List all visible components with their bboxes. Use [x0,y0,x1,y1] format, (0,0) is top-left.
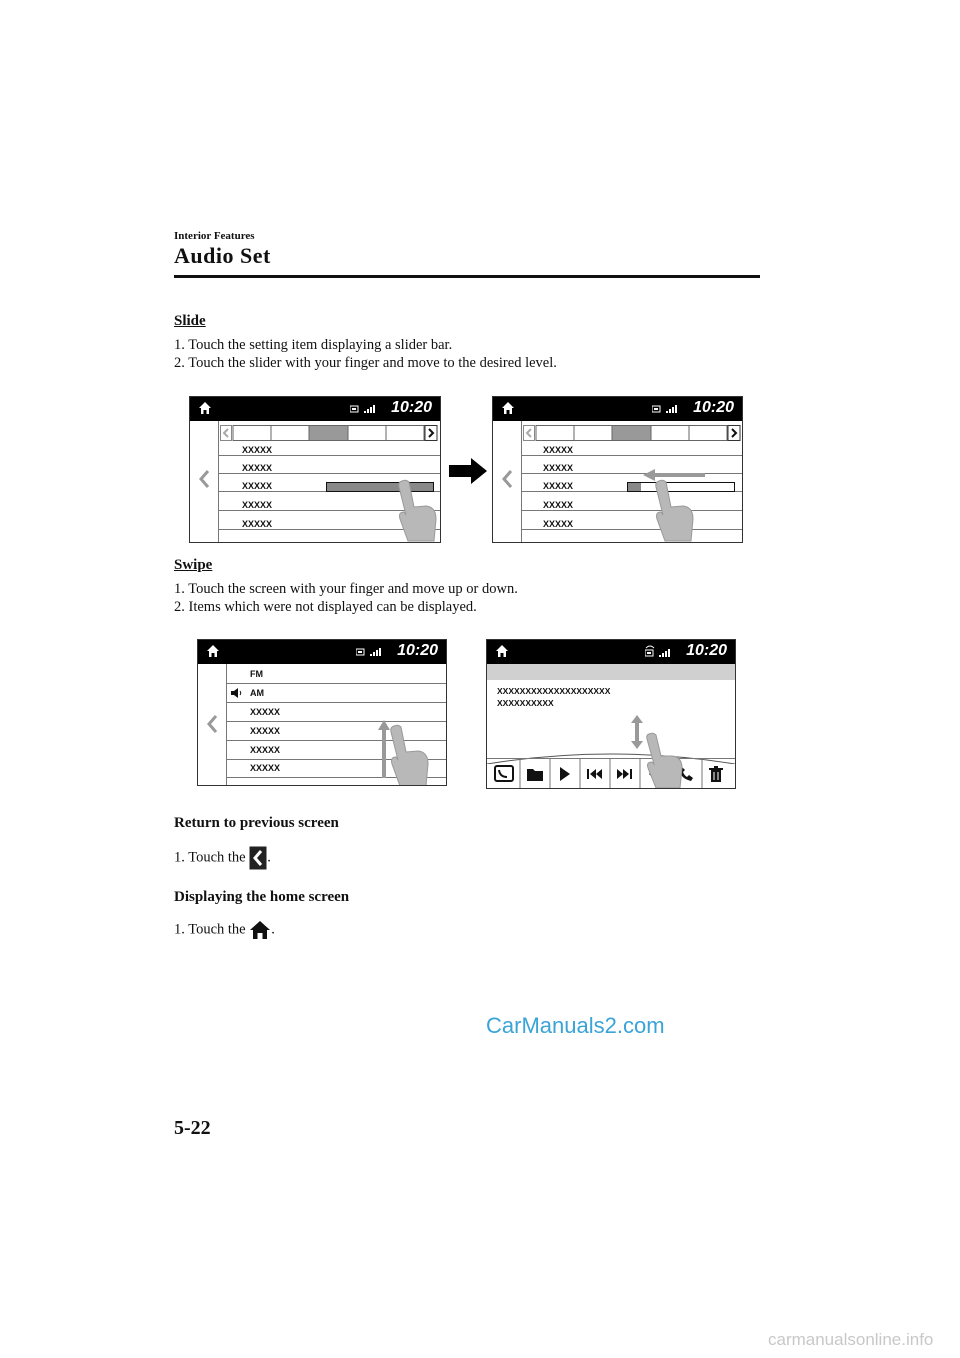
swipe-heading: Swipe [174,557,213,573]
back-chevron-icon [249,846,267,870]
watermark: CarManuals2.com [486,1013,665,1038]
signal-icon [350,404,382,414]
arrow-right-icon [449,458,487,484]
section-label: Interior Features [174,230,255,242]
home-icon [249,920,271,940]
slide-screen-before [189,396,441,543]
list-item[interactable]: XXXXX [543,500,574,510]
return-step-prefix: 1. Touch the [174,849,246,866]
status-bar [493,397,742,421]
status-bar [198,640,446,664]
list-item[interactable]: XXXXX [543,463,574,473]
title-rule [174,275,760,278]
home-icon [206,644,220,658]
back-column[interactable] [493,421,522,542]
home-icon [198,401,212,415]
list-item[interactable]: XXXXX [242,463,273,473]
list-item[interactable]: XXXXX [242,519,273,529]
finger-icon [645,732,685,788]
back-chevron-icon[interactable] [206,714,218,734]
back-chevron-icon[interactable] [198,469,210,489]
return-heading: Return to previous screen [174,815,339,831]
list-item[interactable]: XXXXX [250,763,281,773]
previous-icon[interactable] [587,769,602,779]
page-title: Audio Set [174,243,271,268]
list-item-fm[interactable]: FM [250,669,263,679]
back-chevron-icon[interactable] [501,469,513,489]
wifi-signal-icon [645,644,677,658]
call-message-icon[interactable] [495,766,513,781]
list-item[interactable]: XXXXX [242,500,273,510]
finger-icon [653,479,697,542]
swipe-step-2: 2. Items which were not displayed can be displayed. [174,599,477,615]
tab-bar [220,425,438,441]
finger-icon [388,724,432,786]
message-toolbar [487,758,735,789]
watermark-bottom: carmanualsonline.info [768,1330,934,1349]
tab-bar-graphic [220,425,438,441]
list-item[interactable]: XXXXX [242,445,273,455]
status-bar [190,397,440,421]
return-step [174,846,271,870]
back-column[interactable] [198,664,227,785]
slider-fill [628,483,641,491]
list-item[interactable]: XXXXX [250,726,281,736]
message-screen [486,639,736,789]
list-item[interactable]: XXXXX [242,481,273,491]
swipe-step-1: 1. Touch the screen with your finger and move up or down. [174,581,518,597]
status-bar [487,640,735,664]
signal-icon [356,647,388,657]
message-line-1: XXXXXXXXXXXXXXXXXXXX [497,686,611,696]
list-item[interactable]: XXXXX [543,445,574,455]
home-icon [501,401,515,415]
home-step [174,920,275,940]
list-item[interactable]: XXXXX [250,745,281,755]
swipe-list-screen [197,639,447,786]
home-icon [495,644,509,658]
trash-icon[interactable] [709,766,723,782]
clock: 10:20 [693,399,734,416]
next-icon[interactable] [617,769,632,779]
home-step-suffix: . [271,921,275,938]
speaker-icon [230,688,242,698]
slide-step-1: 1. Touch the setting item displaying a slider bar. [174,337,453,353]
slide-heading: Slide [174,313,206,329]
arrow-up-down-icon [631,715,643,749]
tab-bar [523,425,741,441]
return-step-suffix: . [267,849,271,866]
list-item[interactable]: XXXXX [543,519,574,529]
signal-icon [652,404,684,414]
clock: 10:20 [686,642,727,659]
message-line-2: XXXXXXXXXX [497,698,554,708]
clock: 10:20 [397,642,438,659]
list-item-am[interactable]: AM [250,688,264,698]
clock: 10:20 [391,399,432,416]
message-header-band [487,664,735,680]
list-item[interactable]: XXXXX [543,481,574,491]
home-heading: Displaying the home screen [174,889,350,905]
back-column[interactable] [190,421,219,542]
slide-screen-after [492,396,743,543]
page-number: 5-22 [174,1117,211,1139]
slide-step-2: 2. Touch the slider with your finger and move to the desired level. [174,355,557,371]
list-item[interactable]: XXXXX [250,707,281,717]
finger-icon [396,479,440,542]
play-icon[interactable] [560,767,570,781]
folder-icon[interactable] [527,769,543,781]
tab-bar-graphic [523,425,741,441]
home-step-prefix: 1. Touch the [174,921,246,938]
